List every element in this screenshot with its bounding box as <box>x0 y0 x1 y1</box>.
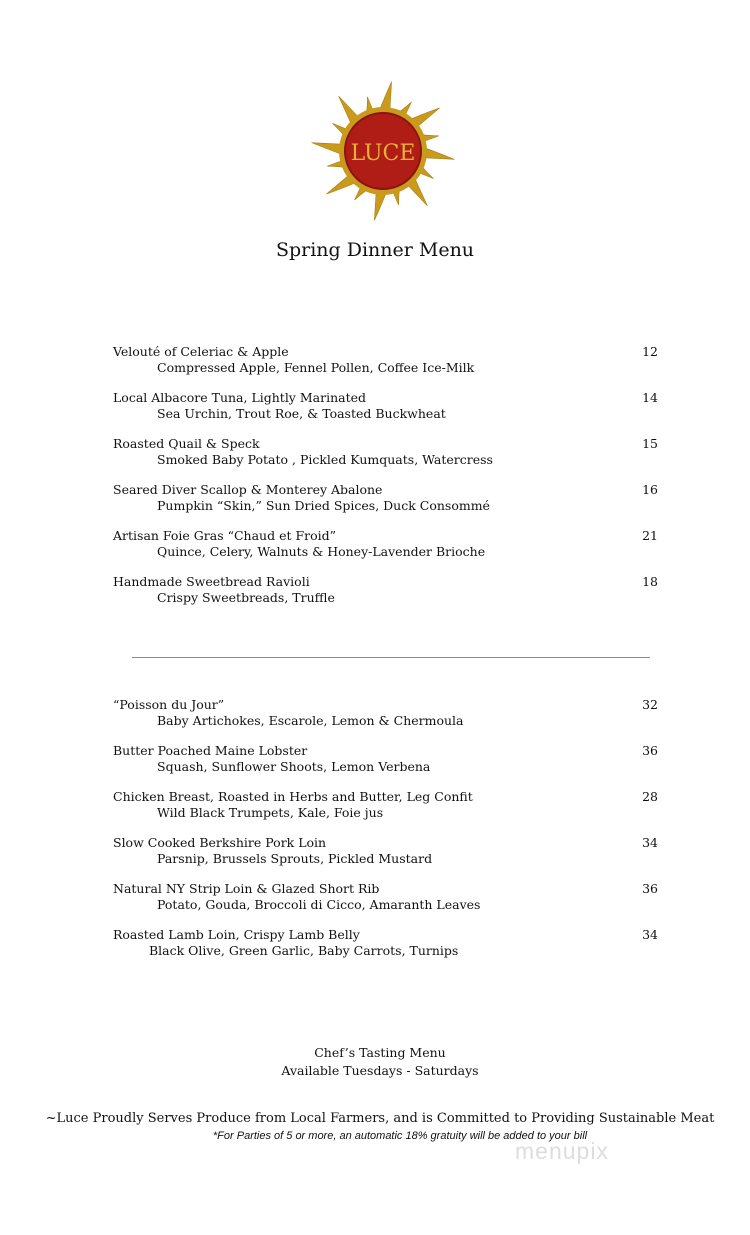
menu-item-description: Quince, Celery, Walnuts & Honey-Lavender Brioche <box>157 544 486 559</box>
menu-item-name: Local Albacore Tuna, Lightly Marinated <box>113 390 366 405</box>
menu-item-name: Slow Cooked Berkshire Pork Loin <box>113 835 327 850</box>
menu-item-price: 15 <box>642 436 658 451</box>
menu-item-price: 32 <box>642 697 658 712</box>
menu-item-price: 21 <box>642 528 658 543</box>
menu-item-description: Potato, Gouda, Broccoli di Cicco, Amaranth Leaves <box>157 897 481 912</box>
menu-item-price: 12 <box>642 344 658 359</box>
menu-item <box>113 881 658 913</box>
tasting-menu-title: Chef’s Tasting Menu <box>314 1045 446 1060</box>
menu-item-description: Black Olive, Green Garlic, Baby Carrots, Turnips <box>149 943 459 958</box>
menu-item <box>113 482 658 514</box>
section-divider <box>132 657 650 658</box>
menu-item-price: 36 <box>642 881 658 896</box>
menu-item-description: Crispy Sweetbreads, Truffle <box>157 590 335 605</box>
menu-item <box>113 574 658 606</box>
sustainability-note: ~Luce Proudly Serves Produce from Local Farmers, and is Committed to Providing Sustainable Meat <box>45 1111 715 1126</box>
menu-item-name: Velouté of Celeriac & Apple <box>113 344 289 359</box>
menu-item <box>113 528 658 560</box>
menu-item-name: Roasted Quail & Speck <box>113 436 260 451</box>
menu-item-price: 16 <box>642 482 658 497</box>
logo-text: LUCE <box>350 141 416 166</box>
menu-item-price: 36 <box>642 743 658 758</box>
gratuity-note: *For Parties of 5 or more, an automatic 18% gratuity will be added to your bill <box>212 1130 588 1142</box>
menu-item-description: Baby Artichokes, Escarole, Lemon & Chermoula <box>157 713 464 728</box>
menu-item-name: Artisan Foie Gras “Chaud et Froid” <box>113 528 337 543</box>
menu-item-description: Smoked Baby Potato , Pickled Kumquats, Watercress <box>157 452 493 467</box>
menu-item-description: Compressed Apple, Fennel Pollen, Coffee Ice-Milk <box>157 360 475 375</box>
menu-item-description: Squash, Sunflower Shoots, Lemon Verbena <box>157 759 431 774</box>
menu-item-description: Parsnip, Brussels Sprouts, Pickled Mustard <box>157 851 433 866</box>
menu-item <box>113 789 658 821</box>
menu-item-price: 34 <box>642 835 658 850</box>
menu-item <box>113 390 658 422</box>
menu-item-price: 14 <box>642 390 658 405</box>
menu-item <box>113 743 658 775</box>
menu-item <box>113 344 658 376</box>
menu-item-description: Pumpkin “Skin,” Sun Dried Spices, Duck Consommé <box>157 498 490 513</box>
menu-item-price: 34 <box>642 927 658 942</box>
menu-item-name: Handmade Sweetbread Ravioli <box>113 574 310 589</box>
menu-title: Spring Dinner Menu <box>275 239 475 261</box>
menu-item-name: Butter Poached Maine Lobster <box>113 743 308 758</box>
menu-item <box>113 436 658 468</box>
menu-item-name: “Poisson du Jour” <box>113 697 225 712</box>
menu-item <box>113 927 658 959</box>
menu-item-description: Sea Urchin, Trout Roe, & Toasted Buckwheat <box>157 406 446 421</box>
menu-item-price: 18 <box>642 574 658 589</box>
luce-logo <box>308 78 458 223</box>
watermark: menupix <box>515 1138 609 1164</box>
menu-item-name: Chicken Breast, Roasted in Herbs and Butter, Leg Confit <box>113 789 473 804</box>
tasting-menu-availability: Available Tuesdays - Saturdays <box>281 1063 479 1078</box>
menu-item <box>113 697 658 729</box>
menu-item-name: Seared Diver Scallop & Monterey Abalone <box>113 482 383 497</box>
menu-item <box>113 835 658 867</box>
menu-item-description: Wild Black Trumpets, Kale, Foie jus <box>157 805 384 820</box>
menu-item-name: Roasted Lamb Loin, Crispy Lamb Belly <box>113 927 360 942</box>
menu-item-price: 28 <box>642 789 658 804</box>
menu-item-name: Natural NY Strip Loin & Glazed Short Rib <box>113 881 380 896</box>
